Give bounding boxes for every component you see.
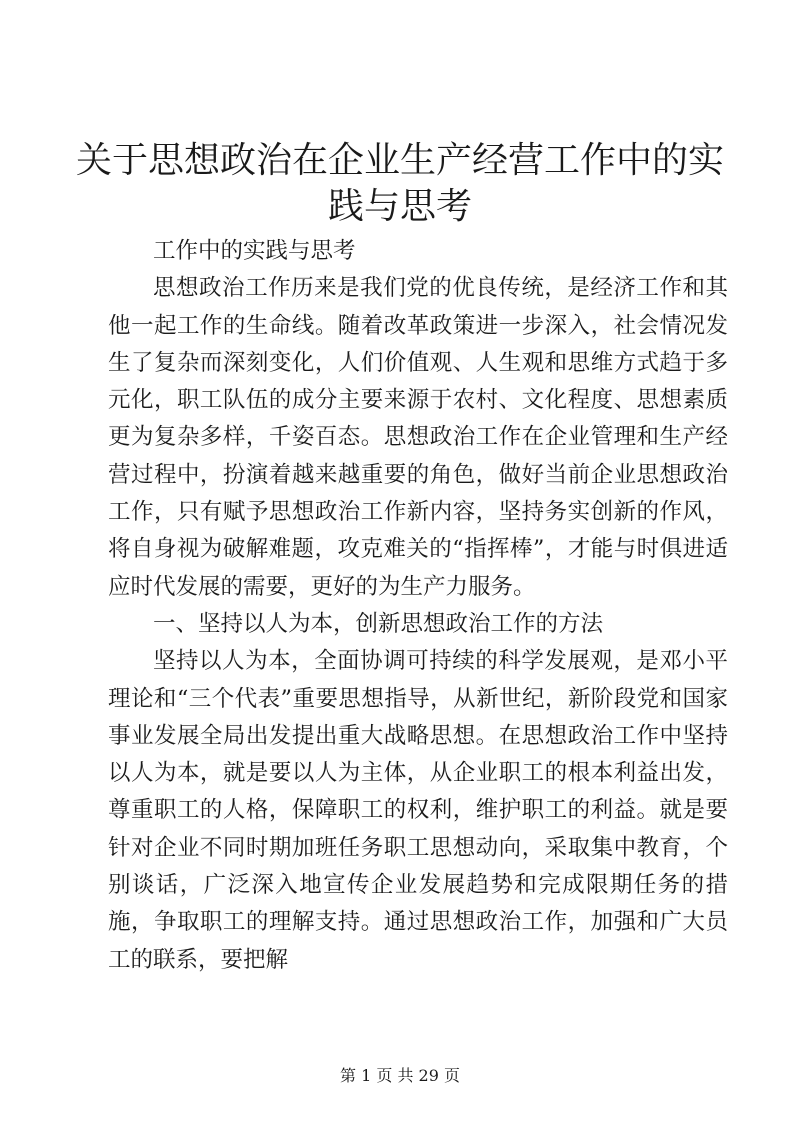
- paragraph-subhead-intro: 工作中的实践与思考: [153, 238, 356, 264]
- document-title: 关于思想政治在企业生产经营工作中的实践与思考: [75, 140, 724, 227]
- paragraph-intro: 思想政治工作历来是我们党的优良传统，是经济工作和其他一起工作的生命线。随着改革政策进一步深入，社会情况发生了复杂而深刻变化，人们价值观、人生观和思维方式趋于多元化，职工队伍的成分主要来源于农村、文化程度、思想素质更为复杂多样，千姿百态。思想政治工作在企业管理和生产经营过程中，扮演着越来越重要的角色，做好当前企业思想政治工作，只有赋予思想政治工作新内容，坚持务实创新的作风，将自身视为破解难题，攻克难关的“指挥棒”，才能与时俱进适应时代发展的需要，更好的为生产力服务。: [108, 275, 728, 600]
- section-heading-1: 一、坚持以人为本，创新思想政治工作的方法: [153, 610, 604, 637]
- paragraph-section-1: 坚持以人为本，全面协调可持续的科学发展观，是邓小平理论和“三个代表”重要思想指导，从新世纪，新阶段党和国家事业发展全局出发提出重大战略思想。在思想政治工作中坚持以人为本，就是要以人为主体，从企业职工的根本利益出发，尊重职工的人格，保障职工的权利，维护职工的利益。就是要针对企业不同时期加班任务职工思想动向，采取集中教育，个别谈话，广泛深入地宣传企业发展趋势和完成限期任务的措施，争取职工的理解支持。通过思想政治工作，加强和广大员工的联系，要把解: [108, 648, 728, 973]
- document-body: [108, 233, 728, 979]
- page-number-footer: 第 1 页 共 29 页: [340, 1066, 460, 1085]
